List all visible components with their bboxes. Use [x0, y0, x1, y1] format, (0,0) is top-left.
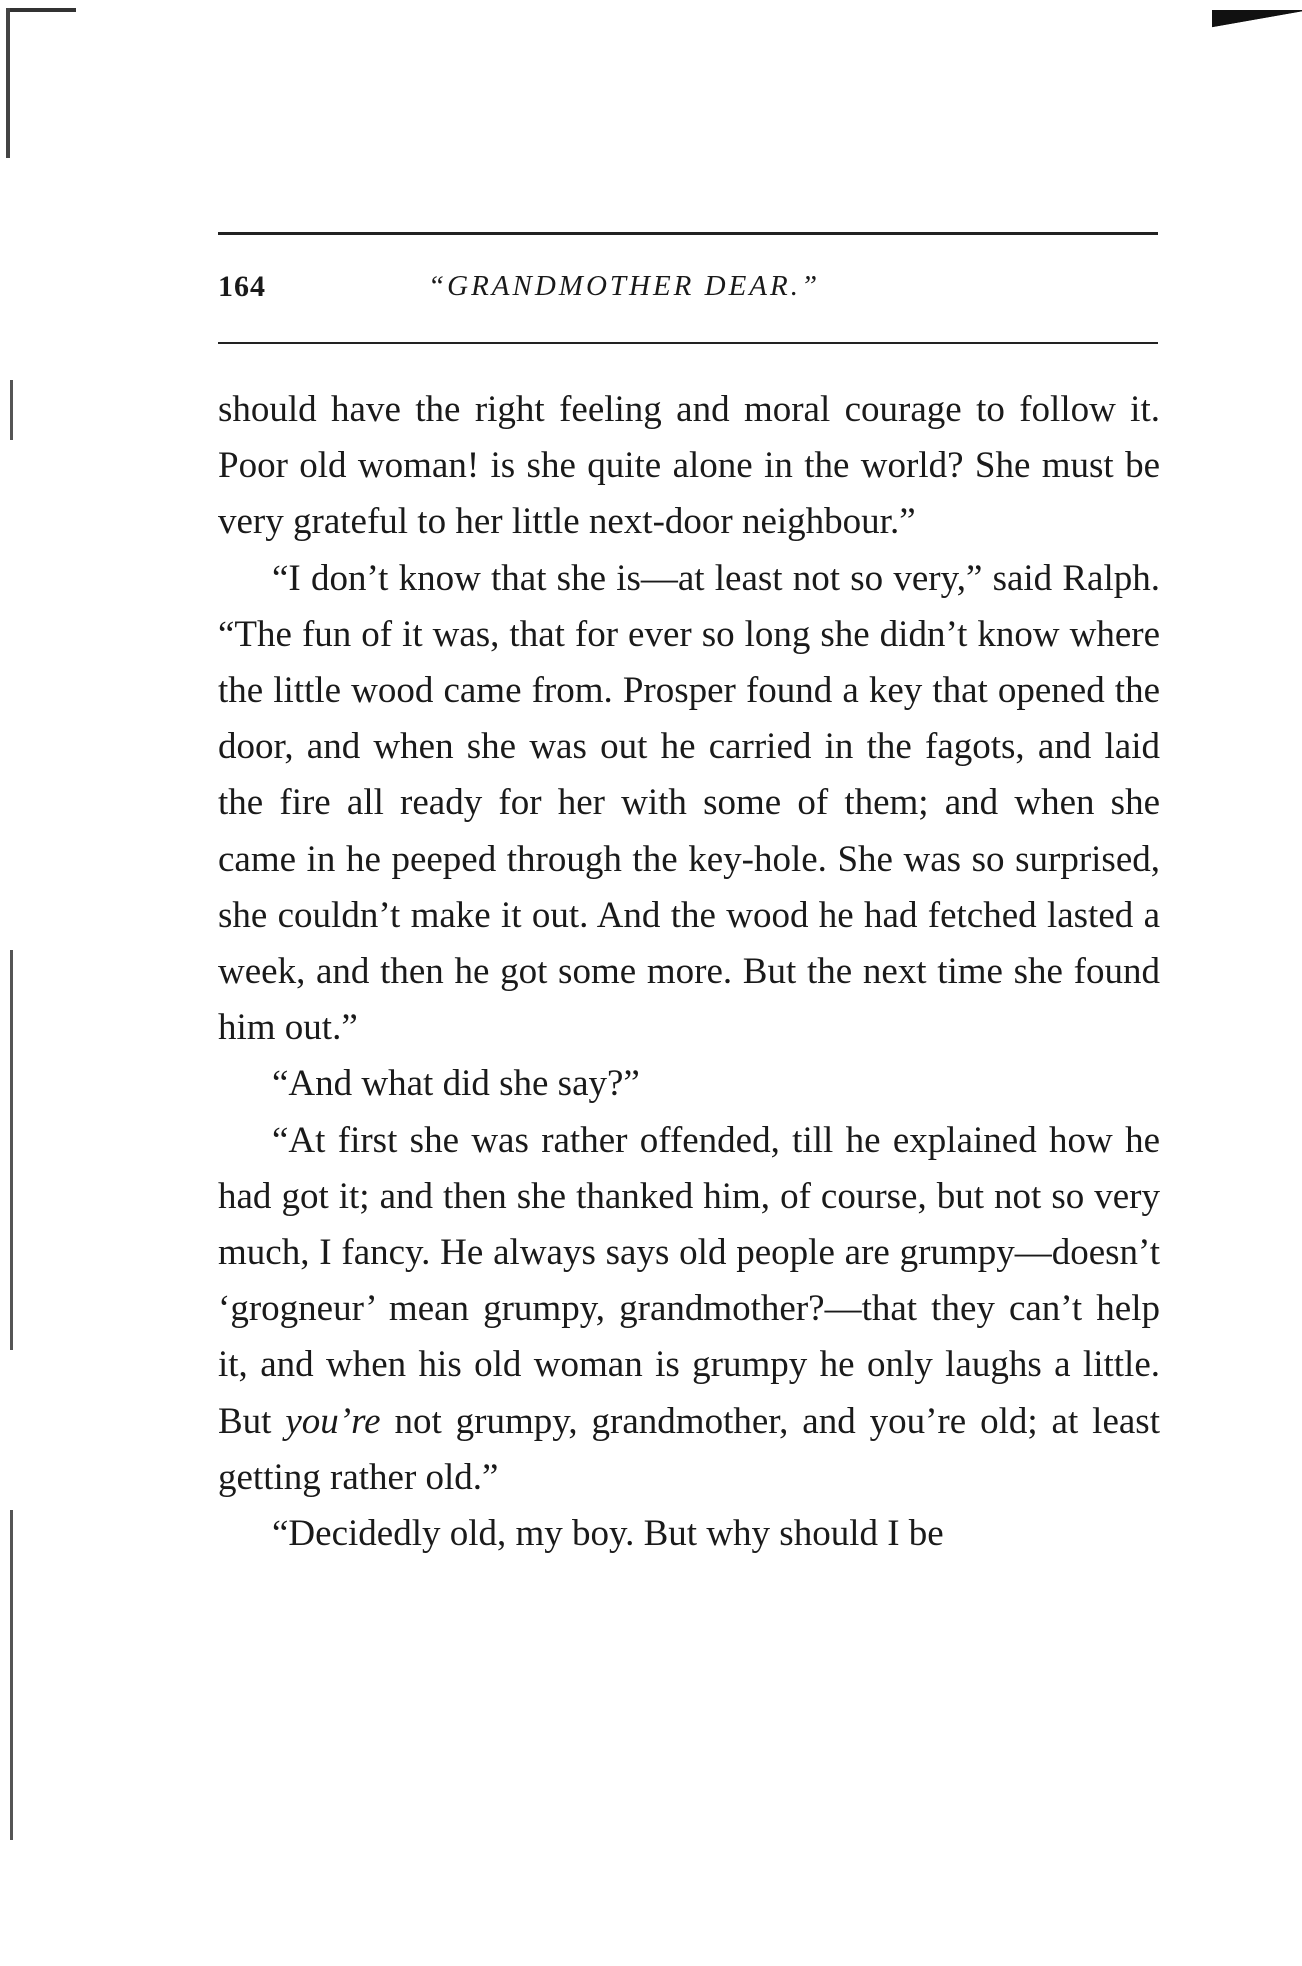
paragraph-text: “At first she was rather offended, till he explained how he had got it; and then she thanked him, of course, but not so very much, I fancy. He always says old people are grumpy—doesn’t ‘grogneur’ mean grumpy, grandmother?—that they can’t help it, and when his old woman is grumpy he only laughs a little. But [218, 1119, 1160, 1442]
body-text [218, 382, 1160, 1562]
running-head: “GRANDMOTHER DEAR.” [428, 270, 821, 302]
scan-edge-mark [10, 1510, 13, 1840]
page-number: 164 [218, 270, 266, 303]
scan-edge-mark [6, 8, 10, 158]
paragraph: “Decidedly old, my boy. But why should I be [272, 1513, 944, 1555]
emphasis-text: you’re [285, 1400, 381, 1442]
header-rule-bottom [218, 342, 1158, 344]
paragraph: “I don’t know that she is—at least not so very,” said Ralph. “The fun of it was, that for ever so long she didn’t know where the little wood came from. Prosper found a key that opened the door, and when she was out he carried in the fagots, and laid the fire all ready for her with some of them; and when she came in he peeped through the key-hole. She was so surprised, she couldn’t make it out. And the wood he had fetched lasted a week, and then he got some more. But the next time she found him out.” [218, 557, 1160, 1049]
paragraph: “And what did she say?” [272, 1063, 640, 1105]
paragraph: should have the right feeling and moral courage to follow it. Poor old woman! is she quite alone in the world? She must be very grateful to her little next-door neighbour.” [218, 389, 1160, 543]
paragraph-text: not grumpy, grandmother, and you’re old; at least getting rather old.” [218, 1400, 1160, 1498]
scan-edge-mark [10, 380, 13, 440]
scan-corner-mark [6, 8, 76, 12]
page-header [218, 270, 1158, 320]
scan-edge-mark [10, 950, 13, 1350]
header-rule-top [218, 232, 1158, 235]
paragraph [218, 1113, 1160, 1506]
scan-corner-mark [1212, 10, 1302, 32]
